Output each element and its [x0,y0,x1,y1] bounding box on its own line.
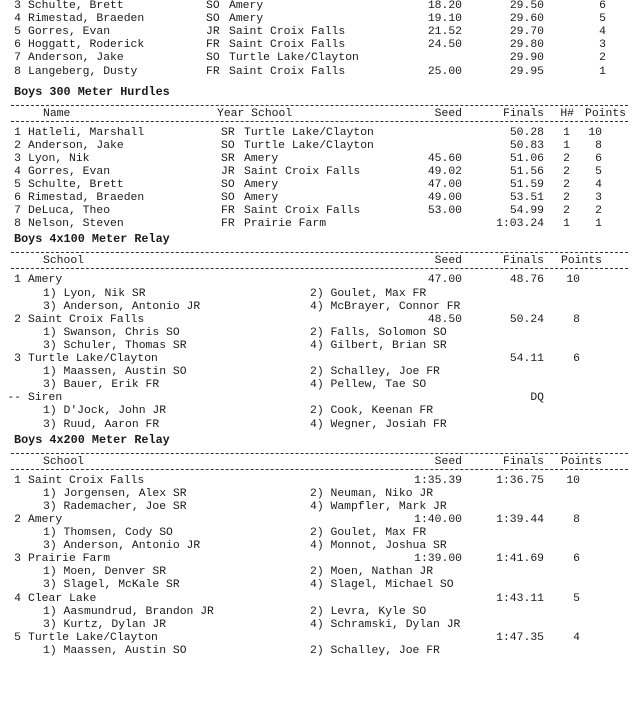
finals: 1:41.69 [496,553,544,566]
place: 5 [14,26,21,39]
team-name: Saint Croix Falls [28,313,145,326]
heat: 2 [563,179,570,191]
school: Saint Croix Falls [229,26,346,39]
team-name: Turtle Lake/Clayton [28,631,158,644]
runner: 2) Goulet, Max FR [310,527,427,539]
finals: 51.56 [509,165,544,178]
points: 10 [588,126,602,139]
finals: 1:39.44 [496,513,544,526]
runner: 4) Slagel, Michael SO [310,579,454,592]
year: SR [221,152,235,165]
year: SR [221,126,235,139]
finals: 1:47.35 [496,631,544,644]
finals: 1:36.75 [496,474,544,487]
school: Turtle Lake/Clayton [229,52,359,65]
place: 3 [14,0,21,12]
seed: 53.00 [427,205,462,218]
year: SO [206,52,220,65]
points: 5 [595,165,602,178]
seed: 24.50 [427,39,462,52]
points: 3 [599,39,606,52]
runner: 1) Moen, Denver SR [43,566,167,579]
finals: 29.95 [509,65,544,78]
header-finals: Finals [502,107,544,120]
place: 4 [14,13,21,26]
runner: 2) Goulet, Max FR [310,287,427,300]
points: 6 [595,152,602,165]
runner: 2) Neuman, Niko JR [310,487,434,500]
points: 2 [595,205,602,218]
seed: 18.20 [427,0,462,12]
athlete-name: Nelson, Steven [28,218,124,231]
runner: 2) Moen, Nathan JR [310,566,434,579]
runner: 3) Schuler, Thomas SR [43,339,187,352]
points: 6 [573,353,580,365]
points: 6 [599,0,606,12]
heat: 2 [563,192,570,205]
points: 1 [595,218,602,231]
athlete-name: Rimestad, Braeden [28,192,145,205]
school: Amery [244,152,279,165]
runner: 1) Thomsen, Cody SO [43,527,173,539]
place: 6 [14,39,21,52]
runner: 3) Slagel, McKale SR [43,579,180,592]
place: 1 [14,474,21,487]
finals: 51.06 [509,152,544,165]
finals: 50.28 [509,126,544,139]
place: 8 [14,218,21,231]
runner: 2) Schalley, Joe FR [310,366,440,379]
points: 2 [599,52,606,65]
place: 4 [14,165,21,178]
seed: 1:40.00 [414,513,462,526]
header-finals: Finals [502,455,544,468]
runner: 1) D'Jock, John JR [43,405,167,418]
school: Saint Croix Falls [244,205,361,218]
seed: 21.52 [427,26,462,39]
finals: 54.11 [509,353,544,365]
event-title: Boys 4x100 Meter Relay [14,232,170,247]
place: 1 [14,126,21,139]
runner: 4) Monnot, Joshua SR [310,540,447,553]
place: 7 [14,205,21,218]
seed: 49.00 [427,192,462,205]
team-name: Clear Lake [28,592,97,605]
school: Amery [229,13,264,26]
year: FR [206,39,220,52]
place: 8 [14,65,21,78]
runner: 4) Schramski, Dylan JR [310,618,461,631]
runner: 3) Bauer, Erik FR [43,379,160,392]
event-title: Boys 300 Meter Hurdles [14,84,170,99]
year: SO [221,179,235,191]
points: 8 [573,513,580,526]
seed: 47.00 [427,179,462,191]
place: 5 [14,179,21,191]
runner: 3) Anderson, Antonio JR [43,300,201,313]
athlete-name: Schulte, Brett [28,179,124,191]
place: 1 [14,274,21,287]
runner: 4) Gilbert, Brian SR [310,339,447,352]
team-name: Amery [28,513,63,526]
header-name: Name [43,107,71,120]
finals: 29.60 [509,13,544,26]
header-points: Points [560,255,602,268]
place: 7 [14,52,21,65]
team-name: Amery [28,274,63,287]
place: 3 [14,553,21,566]
place: 3 [14,152,21,165]
runner: 3) Anderson, Antonio JR [43,540,201,553]
school: Saint Croix Falls [244,165,361,178]
points: 10 [566,274,580,287]
seed: 49.02 [427,165,462,178]
divider [11,252,628,253]
year: SO [206,0,220,12]
finals: 29.90 [509,52,544,65]
school: Amery [244,192,279,205]
place: 2 [14,139,21,152]
runner: 3) Rademacher, Joe SR [43,500,187,513]
seed: 45.60 [427,152,462,165]
heat: 1 [563,218,570,231]
divider [11,268,628,269]
runner: 2) Schalley, Joe FR [310,644,440,657]
points: 4 [595,179,602,191]
header-seed: Seed [434,455,462,468]
finals: 51.59 [509,179,544,191]
athlete-name: DeLuca, Theo [28,205,111,218]
school: Saint Croix Falls [229,39,346,52]
runner: 3) Kurtz, Dylan JR [43,618,167,631]
divider [11,121,628,122]
finals: 48.76 [509,274,544,287]
runner: 1) Jorgensen, Alex SR [43,487,187,500]
place: -- [7,392,21,405]
team-name: Siren [28,392,63,405]
team-name: Prairie Farm [28,553,111,566]
header-heat: H# [560,107,574,120]
points: 5 [599,13,606,26]
points: 4 [599,26,606,39]
finals: 50.24 [509,313,544,326]
year: SO [221,139,235,152]
seed: 1:35.39 [414,474,462,487]
finals: 50.83 [509,139,544,152]
points: 8 [595,139,602,152]
runner: 1) Aasmundrud, Brandon JR [43,605,214,618]
points: 6 [573,553,580,566]
header-points: Points [560,455,602,468]
points: 1 [599,65,606,78]
finals: 54.99 [509,205,544,218]
finals: 29.80 [509,39,544,52]
school: Saint Croix Falls [229,65,346,78]
athlete-name: Lyon, Nik [28,152,90,165]
finals: 29.50 [509,0,544,12]
runner: 2) Cook, Keenan FR [310,405,434,418]
year: FR [221,218,235,231]
runner: 4) Wegner, Josiah FR [310,418,447,431]
year: SO [221,192,235,205]
header-seed: Seed [434,107,462,120]
heat: 1 [563,139,570,152]
year: JR [206,26,220,39]
year: FR [221,205,235,218]
heat: 2 [563,165,570,178]
place: 2 [14,513,21,526]
athlete-name: Langeberg, Dusty [28,65,138,78]
school: Turtle Lake/Clayton [244,126,374,139]
year: SO [206,13,220,26]
heat: 1 [563,126,570,139]
athlete-name: Gorres, Evan [28,26,111,39]
athlete-name: Gorres, Evan [28,165,111,178]
header-school: School [43,455,85,468]
runner: 2) Falls, Solomon SO [310,326,447,339]
runner: 3) Ruud, Aaron FR [43,418,160,431]
seed: 1:39.00 [414,553,462,566]
school: Amery [229,0,264,12]
place: 2 [14,313,21,326]
athlete-name: Anderson, Jake [28,52,124,65]
finals: 29.70 [509,26,544,39]
runner: 4) Wampfler, Mark JR [310,500,447,513]
finals: 53.51 [509,192,544,205]
place: 6 [14,192,21,205]
points: 4 [573,631,580,644]
header-seed: Seed [434,255,462,268]
divider [11,105,628,106]
finals: 1:03.24 [496,218,544,231]
divider [11,469,628,470]
runner: 1) Maassen, Austin SO [43,644,187,657]
place: 5 [14,631,21,644]
event-title: Boys 4x200 Meter Relay [14,432,170,447]
school: Amery [244,179,279,191]
header-school: School [43,255,85,268]
athlete-name: Rimestad, Braeden [28,13,145,26]
seed: 25.00 [427,65,462,78]
header-points: Points [584,107,626,120]
runner: 1) Lyon, Nik SR [43,287,146,300]
points: 3 [595,192,602,205]
finals: 1:43.11 [496,592,544,605]
year: JR [221,165,235,178]
team-name: Saint Croix Falls [28,474,145,487]
header-year-school: Year School [217,107,293,120]
points: 10 [566,474,580,487]
school: Prairie Farm [244,218,327,231]
seed: 19.10 [427,13,462,26]
runner: 1) Maassen, Austin SO [43,366,187,379]
runner: 1) Swanson, Chris SO [43,326,180,339]
runner: 4) McBrayer, Connor FR [310,300,461,313]
runner: 4) Pellew, Tae SO [310,379,427,392]
athlete-name: Hatleli, Marshall [28,126,145,139]
place: 3 [14,353,21,365]
place: 4 [14,592,21,605]
points: 8 [573,313,580,326]
year: FR [206,65,220,78]
school: Turtle Lake/Clayton [244,139,374,152]
athlete-name: Schulte, Brett [28,0,124,12]
divider [11,453,628,454]
runner: 2) Levra, Kyle SO [310,605,427,618]
heat: 2 [563,152,570,165]
heat: 2 [563,205,570,218]
seed: 48.50 [427,313,462,326]
finals: DQ [530,392,544,405]
athlete-name: Hoggatt, Roderick [28,39,145,52]
athlete-name: Anderson, Jake [28,139,124,152]
team-name: Turtle Lake/Clayton [28,353,158,365]
seed: 47.00 [427,274,462,287]
header-finals: Finals [502,255,544,268]
points: 5 [573,592,580,605]
